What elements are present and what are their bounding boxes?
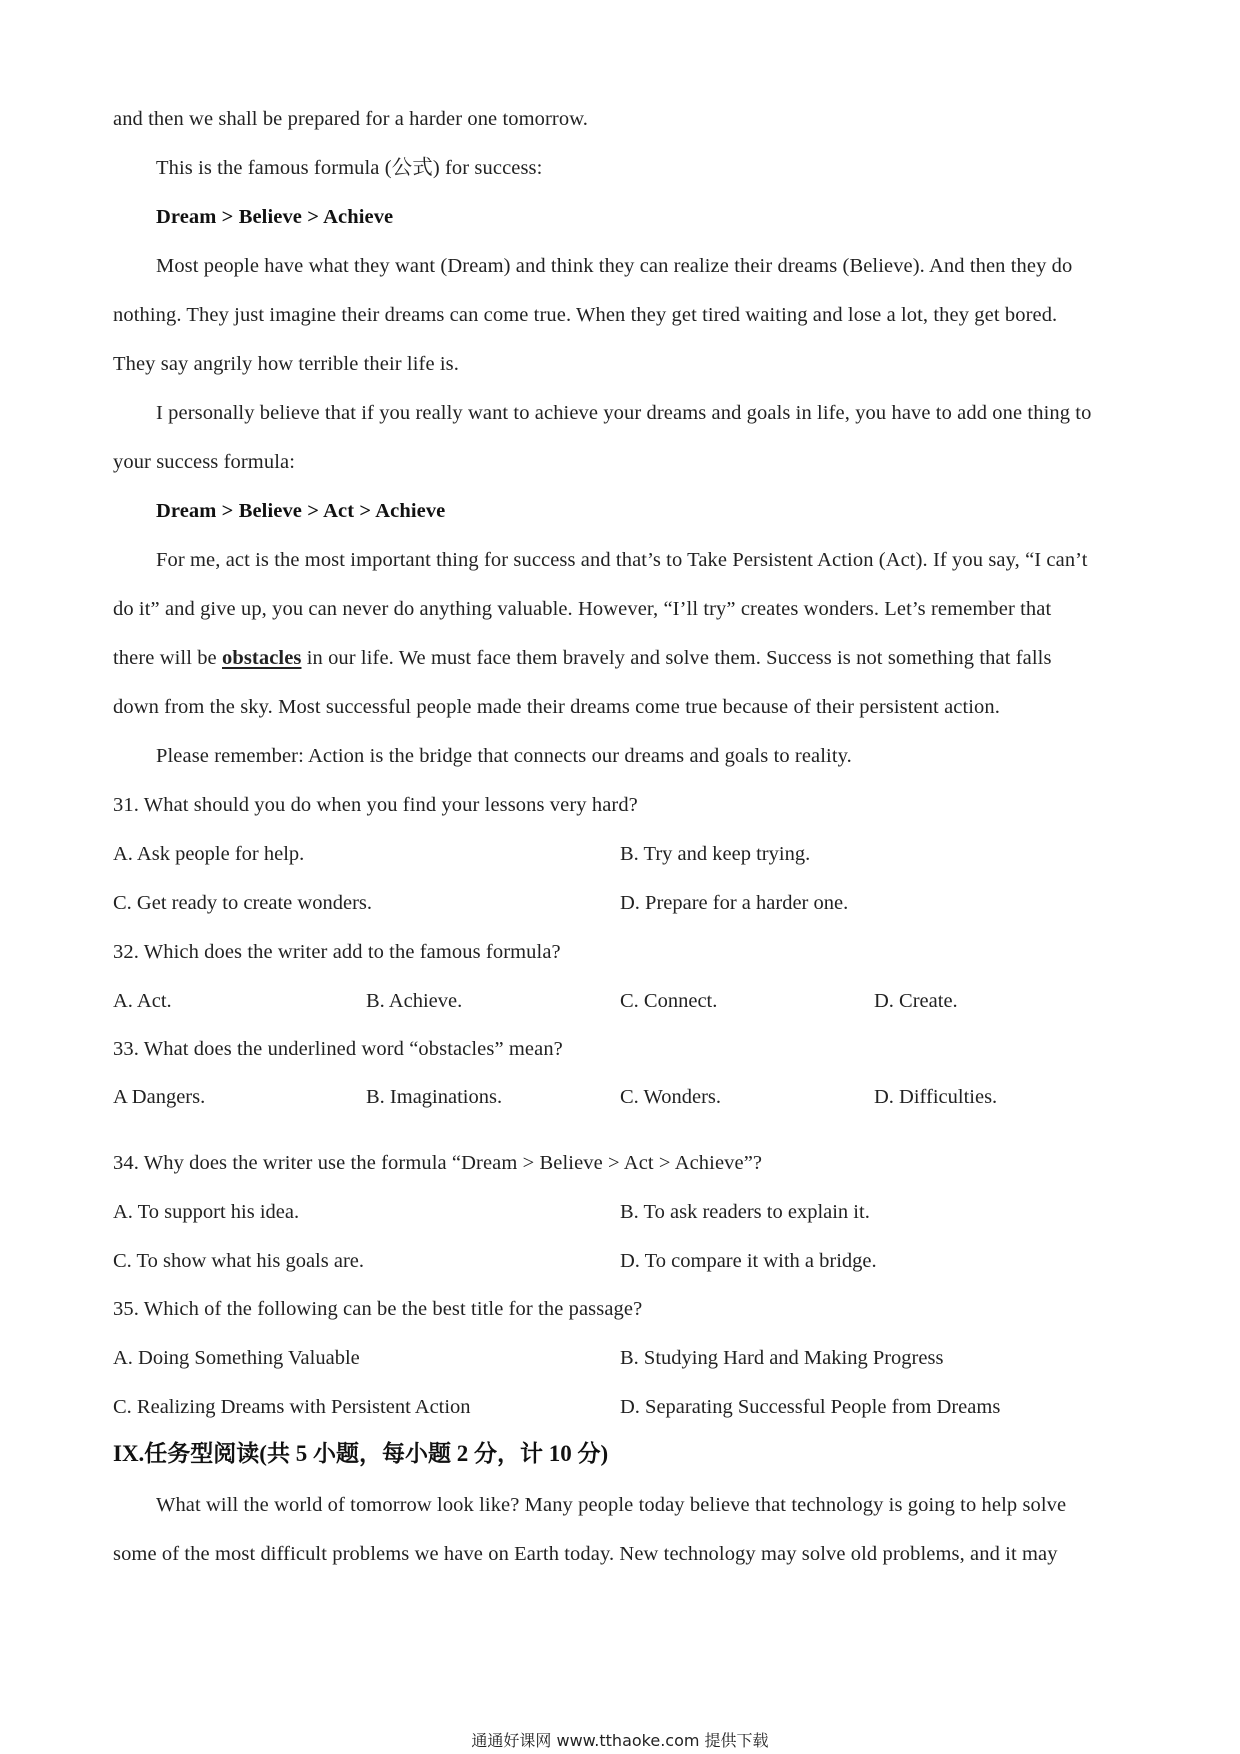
passage-line: They say angrily how terrible their life is. — [113, 353, 459, 375]
option-35-c: C. Realizing Dreams with Persistent Action — [113, 1396, 471, 1418]
passage-line: I personally believe that if you really want to achieve your dreams and goals in life, you have to add one thing to — [156, 402, 1092, 424]
question-stem-35: 35. Which of the following can be the best title for the passage? — [113, 1298, 643, 1320]
passage-line: do it” and give up, you can never do anything valuable. However, “I’ll try” creates wonders. Let’s remember that — [113, 598, 1052, 620]
question-stem-31: 31. What should you do when you find your lessons very hard? — [113, 794, 638, 816]
option-32-c: C. Connect. — [620, 990, 718, 1012]
option-32-a: A. Act. — [113, 990, 172, 1012]
option-35-d: D. Separating Successful People from Dreams — [620, 1396, 1001, 1418]
section-ix-line: What will the world of tomorrow look like? Many people today believe that technology is going to help solve — [156, 1494, 1067, 1516]
option-34-a: A. To support his idea. — [113, 1201, 300, 1223]
option-33-a: A Dangers. — [113, 1086, 206, 1108]
option-32-b: B. Achieve. — [366, 990, 463, 1012]
passage-line: For me, act is the most important thing for success and that’s to Take Persistent Action (Act). If you say, “I can’t — [156, 549, 1088, 571]
option-33-d: D. Difficulties. — [874, 1086, 998, 1108]
passage-line-obstacles — [113, 645, 1052, 671]
question-stem-32: 32. Which does the writer add to the famous formula? — [113, 941, 561, 963]
option-31-a: A. Ask people for help. — [113, 843, 305, 865]
option-34-b: B. To ask readers to explain it. — [620, 1201, 870, 1223]
passage-line: and then we shall be prepared for a harder one tomorrow. — [113, 108, 589, 130]
passage-line: down from the sky. Most successful people made their dreams come true because of their persistent action. — [113, 696, 1000, 718]
question-stem-34: 34. Why does the writer use the formula “Dream > Believe > Act > Achieve”? — [113, 1152, 763, 1174]
formula-new: Dream > Believe > Act > Achieve — [156, 500, 446, 522]
passage-line: This is the famous formula (公式) for success: — [156, 157, 543, 179]
passage-line: your success formula: — [113, 451, 295, 473]
passage-line: nothing. They just imagine their dreams can come true. When they get tired waiting and lose a lot, they get bored. — [113, 304, 1058, 326]
formula-original: Dream > Believe > Achieve — [156, 206, 394, 228]
passage-line: Most people have what they want (Dream) and think they can realize their dreams (Believe). And then they do — [156, 255, 1073, 277]
option-31-c: C. Get ready to create wonders. — [113, 892, 372, 914]
option-31-d: D. Prepare for a harder one. — [620, 892, 849, 914]
section-ix-line: some of the most difficult problems we have on Earth today. New technology may solve old problems, and it may — [113, 1543, 1058, 1565]
passage-line: Please remember: Action is the bridge that connects our dreams and goals to reality. — [156, 745, 852, 767]
text-after: in our life. We must face them bravely and solve them. Success is not something that falls — [301, 647, 1052, 669]
option-33-c: C. Wonders. — [620, 1086, 722, 1108]
option-35-b: B. Studying Hard and Making Progress — [620, 1347, 944, 1369]
option-33-b: B. Imaginations. — [366, 1086, 503, 1108]
section-title-ix: IX.任务型阅读(共 5 小题，每小题 2 分，计 10 分) — [113, 1441, 609, 1466]
text-before: there will be — [113, 647, 222, 669]
option-32-d: D. Create. — [874, 990, 958, 1012]
option-34-d: D. To compare it with a bridge. — [620, 1250, 877, 1272]
option-35-a: A. Doing Something Valuable — [113, 1347, 360, 1369]
underlined-word-obstacles: obstacles — [222, 647, 302, 669]
footer-watermark: 通通好课网 www.tthaoke.com 提供下载 — [471, 1731, 769, 1750]
option-31-b: B. Try and keep trying. — [620, 843, 811, 865]
question-stem-33: 33. What does the underlined word “obstacles” mean? — [113, 1038, 563, 1060]
option-34-c: C. To show what his goals are. — [113, 1250, 364, 1272]
